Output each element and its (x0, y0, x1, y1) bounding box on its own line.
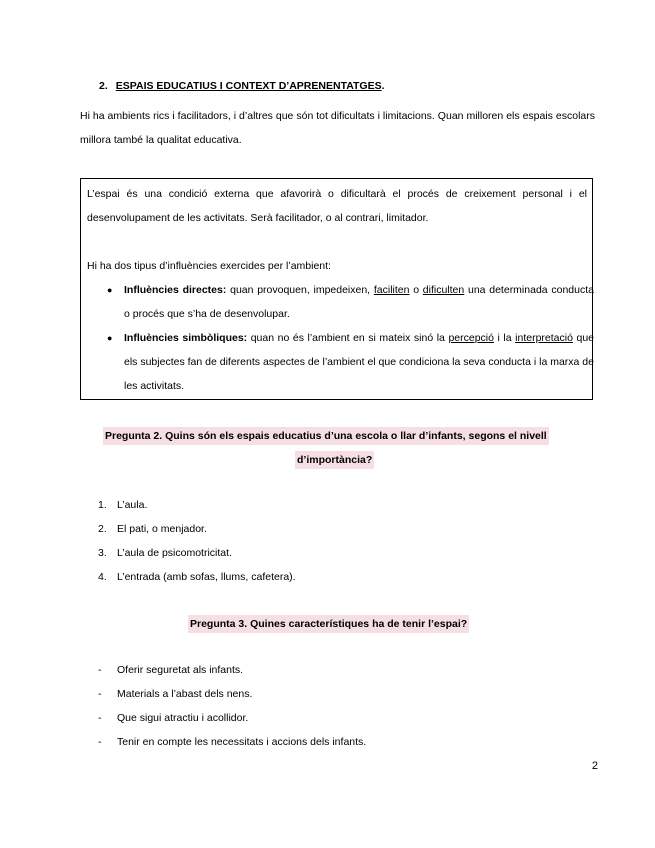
section-heading (99, 80, 385, 92)
list-item-text: L’entrada (amb sofas, llums, cafetera). (117, 571, 296, 583)
bullet-text: quan no és l’ambient en si mateix sinó la (247, 332, 449, 344)
list-marker: - (98, 736, 102, 748)
list-item (98, 682, 366, 706)
bullet-underlined: faciliten (373, 284, 410, 296)
list-marker: - (98, 664, 102, 676)
list-marker: - (98, 688, 102, 700)
answer-list-2 (98, 493, 296, 589)
list-item-text: Tenir en compte les necessitats i accions dels infants. (117, 736, 367, 748)
definition-box (80, 178, 593, 400)
intro-paragraph: Hi ha ambients rics i facilitadors, i d’altres que són tot dificultats i limitacions. Quan milloren els espais escolars millora també la qualitat educativa. (80, 110, 595, 146)
list-item-text: Materials a l’abast dels nens. (117, 688, 253, 700)
list-item (98, 658, 366, 682)
list-item-text: Oferir seguretat als infants. (117, 664, 244, 676)
bullet-term: Influències simbòliques: (124, 332, 248, 344)
bullet-underlined: percepció (448, 332, 494, 344)
section-title: ESPAIS EDUCATIUS I CONTEXT D’APRENENTATGES (115, 80, 382, 92)
bullet-text: i la (493, 332, 516, 344)
question-2-line-2: d’importància? (295, 451, 374, 469)
list-marker: 4. (98, 571, 107, 583)
box-lead: Hi ha dos tipus d’influències exercides per l’ambient: (87, 260, 331, 272)
question-3: Pregunta 3. Quines característiques ha de tenir l’espai? (188, 615, 469, 633)
bullet-term: Influències directes: (124, 284, 227, 296)
list-marker: 3. (98, 547, 107, 559)
list-marker: - (98, 712, 102, 724)
list-marker: 1. (98, 499, 107, 511)
bullet-text: o (409, 284, 423, 296)
bullet-text: una determinada conducta o procés que s’ha de desenvolupar. (124, 284, 594, 320)
list-item (98, 565, 296, 589)
bullet-dot-icon: ● (107, 333, 113, 343)
page-number: 2 (591, 760, 598, 772)
bullet-item-direct (107, 278, 594, 326)
list-item-text: El pati, o menjador. (117, 523, 207, 535)
section-number: 2. (99, 80, 108, 92)
list-item (98, 541, 296, 565)
list-marker: 2. (98, 523, 107, 535)
bullet-text: que els subjectes fan de diferents aspectes de l’ambient el que condiciona la seva conducta i la marxa de les activitats. (124, 332, 595, 392)
bullet-item-symbolic (107, 326, 595, 398)
list-item-text: L’aula. (117, 499, 148, 511)
list-item (98, 517, 296, 541)
list-item-text: Que sigui atractiu i acollidor. (117, 712, 249, 724)
box-paragraph: L’espai és una condició externa que afavorirà o dificultarà el procés de creixement personal i el desenvolupament de les activitats. Serà facilitador, o al contrari, limitador. (87, 188, 587, 224)
list-item-text: L’aula de psicomotricitat. (117, 547, 232, 559)
bullet-dot-icon: ● (107, 285, 113, 295)
list-item (98, 730, 366, 754)
section-title-suffix: . (381, 80, 385, 92)
bullet-underlined: interpretació (515, 332, 573, 344)
bullet-text: quan provoquen, impedeixen, (226, 284, 374, 296)
question-2-line-1: Pregunta 2. Quins són els espais educatius d’una escola o llar d’infants, segons el nivell (103, 427, 549, 445)
list-item (98, 706, 366, 730)
list-item (98, 493, 296, 517)
bullet-underlined: dificulten (422, 284, 465, 296)
answer-list-3 (98, 658, 366, 754)
